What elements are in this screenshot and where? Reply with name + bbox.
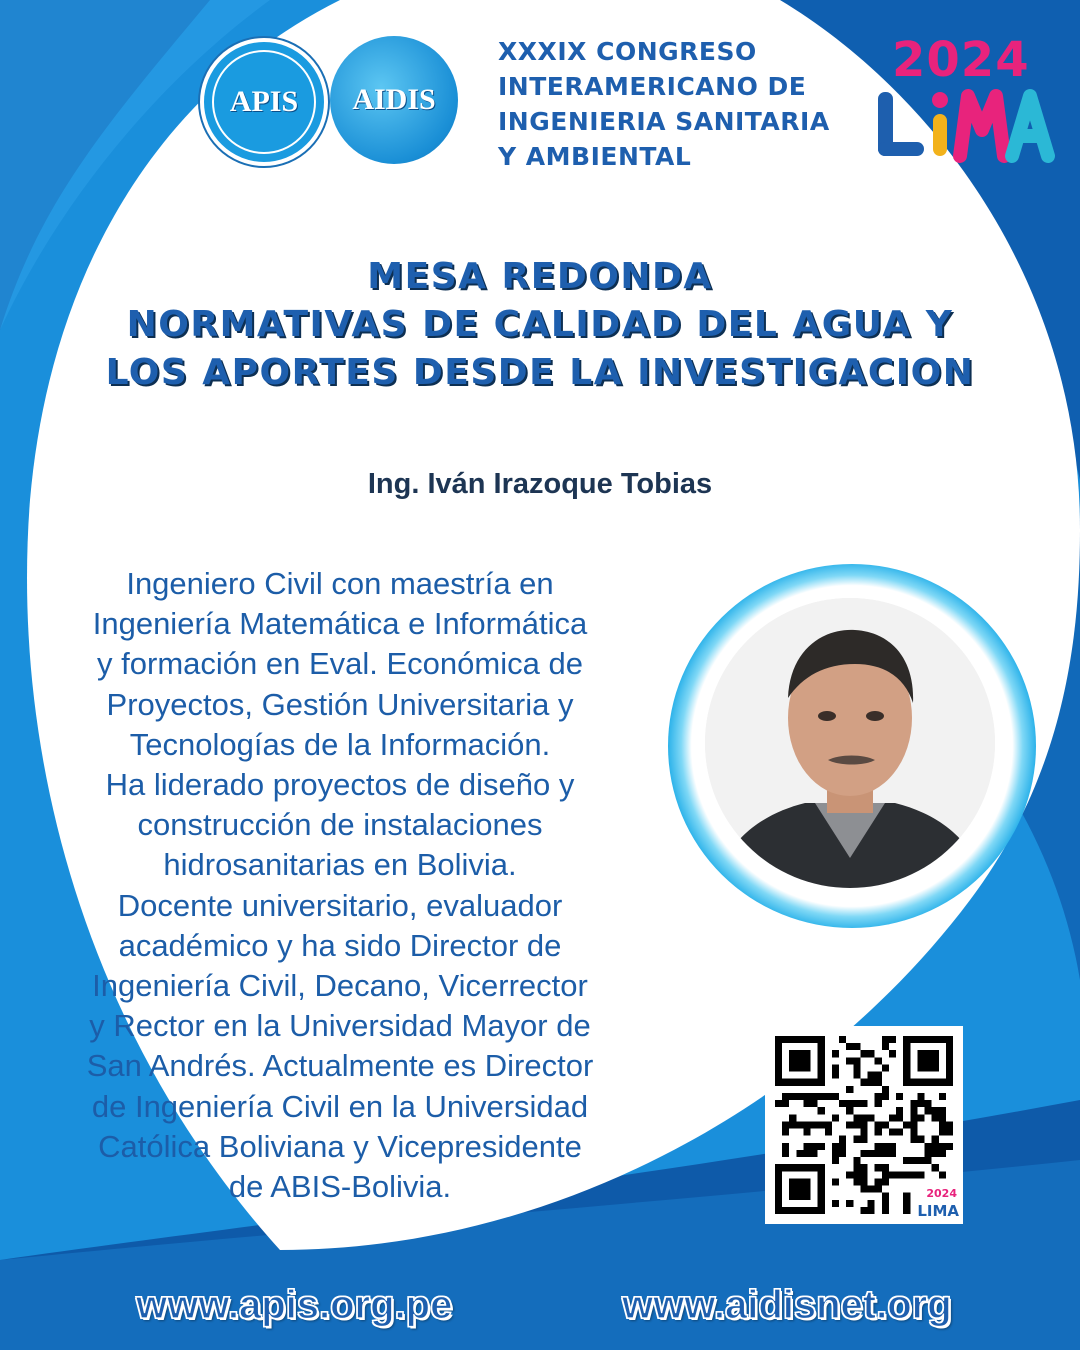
qr-lima-word: LIMA	[917, 1202, 959, 1220]
bio-line: Tecnologías de la Información.	[129, 726, 551, 762]
bio-line: y Rector en la Universidad Mayor de	[89, 1008, 591, 1044]
bio-line: San Andrés. Actualmente es Director	[86, 1048, 594, 1084]
aidis-logo	[330, 36, 458, 164]
bio-line: Ha liderado proyectos de diseño y	[105, 767, 575, 803]
session-title-line: NORMATIVAS DE CALIDAD DEL AGUA Y	[126, 304, 954, 345]
speaker-name: Ing. Iván Irazoque Tobias	[367, 468, 713, 500]
aidis-logo-text: AIDIS	[352, 83, 436, 116]
bio-line: académico y ha sido Director de	[118, 927, 562, 963]
qr-lima-year: 2024	[926, 1187, 957, 1200]
session-title	[40, 253, 1040, 397]
aidis-website-link[interactable]: www.aidisnet.org	[622, 1283, 952, 1327]
congress-title-line: Y AMBIENTAL	[498, 142, 692, 171]
session-title-line: MESA REDONDA	[367, 256, 713, 297]
bio-line: Ingeniero Civil con maestría en	[126, 566, 554, 601]
lima-logo-wordmark	[870, 86, 1060, 164]
bio-line: Docente universitario, evaluador	[117, 887, 563, 923]
apis-logo-text: APIS	[229, 85, 299, 118]
bio-line: y formación en Eval. Económica de	[97, 646, 583, 682]
congress-title	[498, 34, 858, 174]
speaker-bio	[20, 564, 660, 1207]
speaker-photo	[705, 598, 995, 888]
congress-title-line: INGENIERIA SANITARIA	[498, 107, 830, 136]
apis-logo	[200, 38, 328, 166]
bio-line: Católica Boliviana y Vicepresidente	[98, 1128, 582, 1164]
apis-website-link[interactable]: www.apis.org.pe	[136, 1283, 453, 1327]
bio-line: Ingeniería Civil, Decano, Vicerrector	[92, 968, 588, 1004]
bio-line: Proyectos, Gestión Universitaria y	[106, 686, 574, 722]
bio-line: Ingeniería Matemática e Informática	[92, 606, 588, 642]
speaker-portrait-illustration	[705, 598, 995, 888]
congress-title-line: XXXIX CONGRESO	[498, 37, 757, 66]
congress-title-line: INTERAMERICANO DE	[498, 72, 807, 101]
lima-2024-logo	[870, 32, 1060, 164]
bio-line: de ABIS-Bolivia.	[228, 1169, 452, 1205]
bio-line: de Ingeniería Civil en la Universidad	[91, 1088, 589, 1124]
bio-line: construcción de instalaciones	[137, 807, 543, 843]
bio-line: hidrosanitarias en Bolivia.	[163, 847, 517, 883]
session-title-line: LOS APORTES DESDE LA INVESTIGACION	[105, 352, 975, 393]
qr-code[interactable]	[765, 1026, 963, 1224]
lima-logo-year: 2024	[892, 32, 1030, 88]
